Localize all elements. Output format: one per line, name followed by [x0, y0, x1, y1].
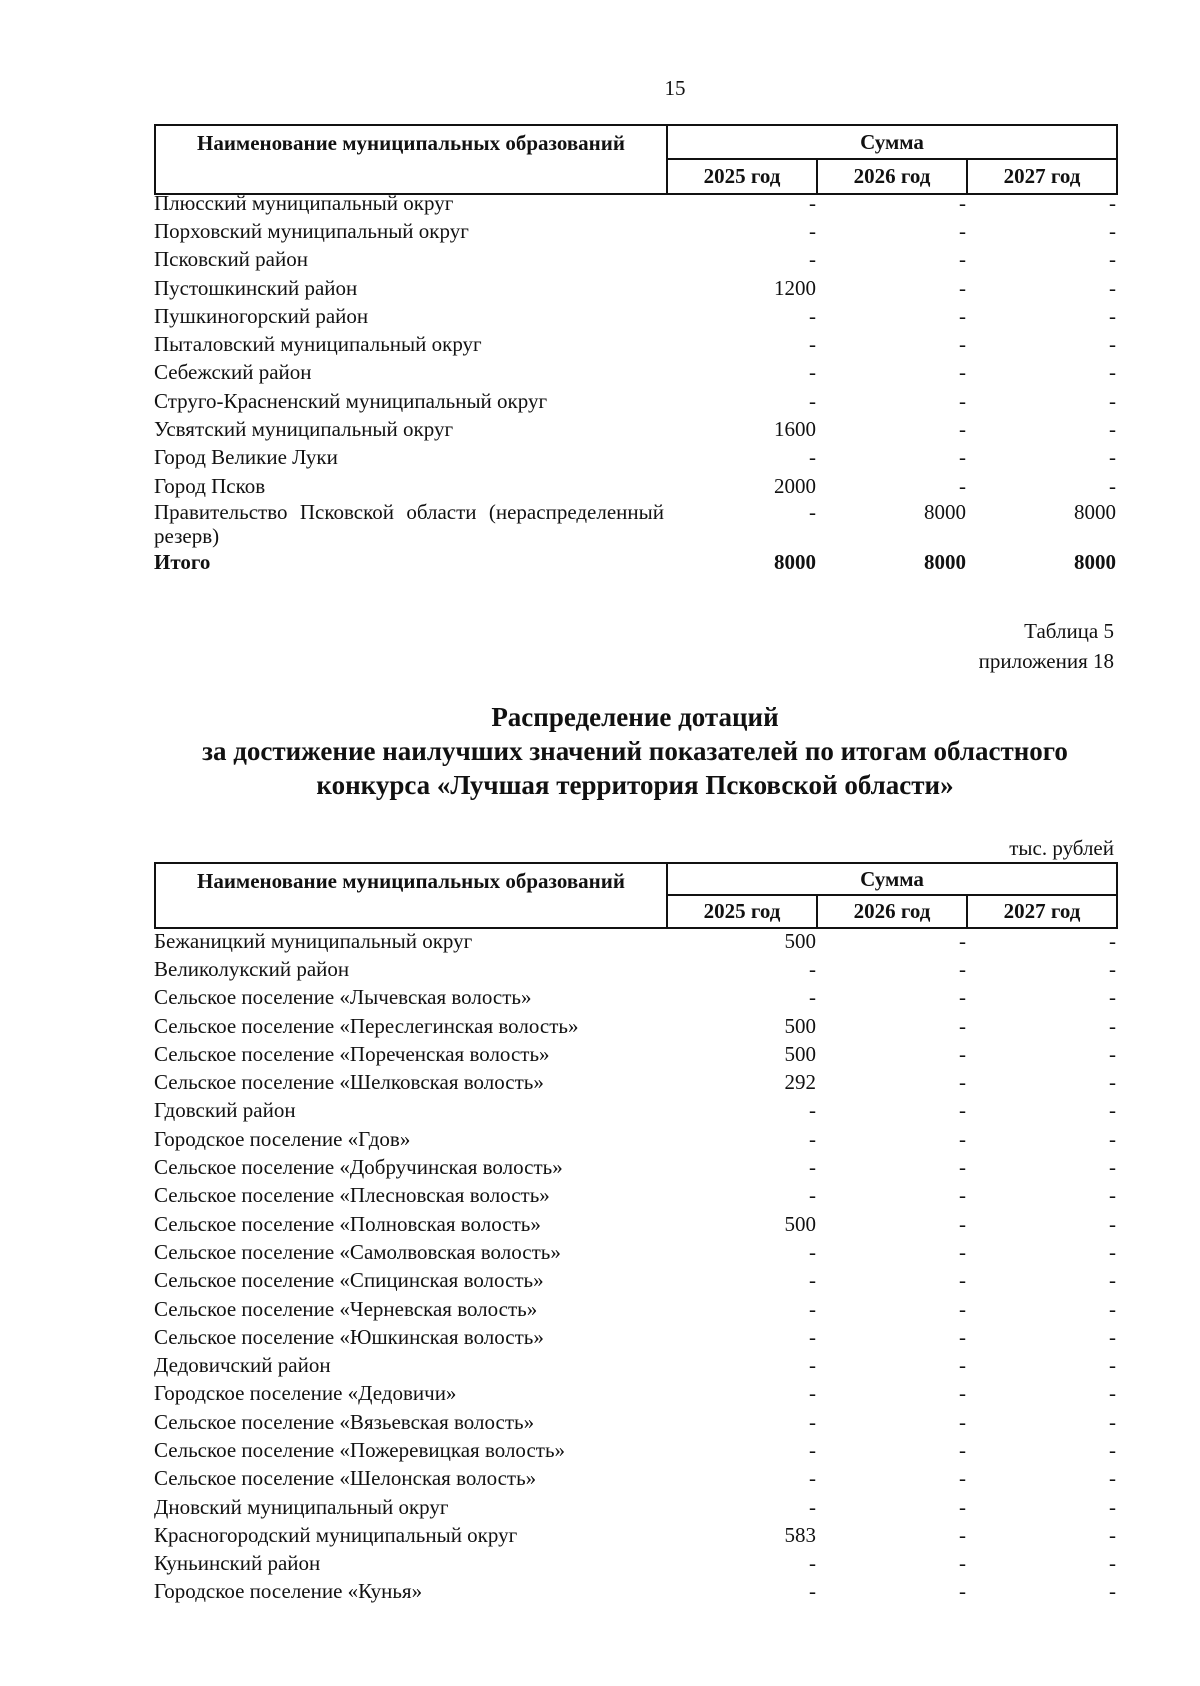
value-2027: -: [1109, 928, 1116, 953]
row-name: Пушкиногорский район: [154, 303, 369, 328]
value-2026: -: [959, 303, 966, 328]
value-2027: -: [1109, 1013, 1116, 1038]
table-row: [154, 415, 1116, 443]
title-line-1: Распределение дотаций: [491, 702, 779, 732]
table-row: [154, 330, 1116, 358]
value-2026: -: [959, 275, 966, 300]
value-2025: -: [809, 1183, 816, 1208]
row-name: Сельское поселение «Черневская волость»: [154, 1296, 538, 1321]
value-2026: -: [959, 1409, 966, 1434]
value-2027: -: [1109, 1155, 1116, 1180]
table1-header-name: Наименование муниципальных образований: [155, 125, 667, 194]
total-row: [154, 548, 1116, 576]
row-name: Сельское поселение «Спицинская волость»: [154, 1268, 544, 1293]
table2-header-year-2027: 2027 год: [967, 895, 1117, 928]
table-row: [154, 387, 1116, 415]
value-2027: -: [1109, 1211, 1116, 1236]
row-name: Дновский муниципальный округ: [154, 1494, 449, 1519]
value-2027: -: [1109, 1126, 1116, 1151]
value-2027: -: [1109, 473, 1116, 498]
row-name: Струго-Красненский муниципальный округ: [154, 388, 548, 413]
value-2025: -: [809, 1437, 816, 1462]
value-2027: -: [1109, 417, 1116, 442]
table-row: [154, 1323, 1116, 1351]
row-name: Плюсский муниципальный округ: [154, 190, 454, 215]
row-name: Правительство Псковской области (нераспределенный резерв): [154, 500, 664, 549]
value-2027: -: [1109, 332, 1116, 357]
table-row: [154, 984, 1116, 1012]
value-2025: -: [809, 956, 816, 981]
row-name: Красногородский муниципальный округ: [154, 1522, 518, 1547]
value-2027: -: [1109, 190, 1116, 215]
table-row: [154, 927, 1116, 955]
value-2027: -: [1109, 360, 1116, 385]
value-2026: -: [959, 360, 966, 385]
table-row: [154, 1210, 1116, 1238]
row-name: Куньинский район: [154, 1551, 321, 1576]
value-2026: -: [959, 1522, 966, 1547]
value-2025: -: [809, 1494, 816, 1519]
table-row: [154, 217, 1116, 245]
row-name: Итого: [154, 549, 211, 574]
value-2025: 500: [784, 1013, 816, 1038]
value-2027: -: [1109, 1296, 1116, 1321]
table-row: [154, 1125, 1116, 1153]
table-row: [154, 955, 1116, 983]
row-name: Сельское поселение «Полновская волость»: [154, 1211, 541, 1236]
reserve-row: [154, 500, 1116, 548]
value-2025: -: [809, 360, 816, 385]
value-2025: -: [809, 1098, 816, 1123]
value-2027: -: [1109, 275, 1116, 300]
value-2027: 8000: [1074, 500, 1116, 525]
value-2025: 292: [784, 1070, 816, 1095]
row-name: Сельское поселение «Шелонская волость»: [154, 1466, 537, 1491]
table-row: [154, 1238, 1116, 1266]
value-2025: 500: [784, 1041, 816, 1066]
row-name: Городское поселение «Кунья»: [154, 1579, 423, 1604]
row-name: Сельское поселение «Пореченская волость»: [154, 1041, 550, 1066]
value-2026: -: [959, 1551, 966, 1576]
table-row: [154, 302, 1116, 330]
row-name: Городское поселение «Дедовичи»: [154, 1381, 457, 1406]
value-2025: -: [809, 1381, 816, 1406]
value-2025: 1200: [774, 275, 816, 300]
value-2026: -: [959, 445, 966, 470]
table-caption: [979, 616, 1114, 676]
row-name: Бежаницкий муниципальный округ: [154, 928, 473, 953]
value-2026: -: [959, 417, 966, 442]
row-name: Городское поселение «Гдов»: [154, 1126, 411, 1151]
value-2025: -: [809, 1268, 816, 1293]
table-row: [154, 246, 1116, 274]
value-2027: -: [1109, 445, 1116, 470]
value-2027: -: [1109, 247, 1116, 272]
value-2026: -: [959, 332, 966, 357]
row-name: Усвятский муниципальный округ: [154, 417, 454, 442]
row-name: Псковский район: [154, 247, 308, 272]
value-2026: -: [959, 1098, 966, 1123]
table-row: [154, 1068, 1116, 1096]
value-2025: -: [809, 500, 816, 525]
value-2027: -: [1109, 1268, 1116, 1293]
row-name: Сельское поселение «Лычевская волость»: [154, 985, 532, 1010]
value-2025: -: [809, 1353, 816, 1378]
value-2027: -: [1109, 1381, 1116, 1406]
table1-header: [154, 124, 1118, 195]
value-2026: -: [959, 1324, 966, 1349]
caption-table-number: Таблица 5: [1024, 619, 1114, 643]
table-row: [154, 274, 1116, 302]
value-2027: -: [1109, 985, 1116, 1010]
value-2025: -: [809, 190, 816, 215]
row-name: Сельское поселение «Юшкинская волость»: [154, 1324, 544, 1349]
row-name: Сельское поселение «Добручинская волость»: [154, 1155, 563, 1180]
value-2027: -: [1109, 1494, 1116, 1519]
value-2027: -: [1109, 1466, 1116, 1491]
table1-header-year-2027: 2027 год: [967, 159, 1117, 194]
value-2027: -: [1109, 1183, 1116, 1208]
value-2027: -: [1109, 1070, 1116, 1095]
row-name: Сельское поселение «Переслегинская волость»: [154, 1013, 579, 1038]
title-line-2: за достижение наилучших значений показателей по итогам областного: [202, 736, 1068, 766]
value-2027: -: [1109, 1437, 1116, 1462]
table2-header-year-2025: 2025 год: [667, 895, 817, 928]
value-2026: -: [959, 1466, 966, 1491]
table-row: [154, 1295, 1116, 1323]
row-name: Порховский муниципальный округ: [154, 218, 469, 243]
value-2025: -: [809, 303, 816, 328]
row-name: Пустошкинский район: [154, 275, 358, 300]
value-2025: -: [809, 1296, 816, 1321]
table1-body: [154, 189, 1116, 577]
table-row: [154, 189, 1116, 217]
value-2026: -: [959, 388, 966, 413]
table-row: [154, 1521, 1116, 1549]
table-row: [154, 1097, 1116, 1125]
caption-appendix: приложения 18: [978, 649, 1114, 673]
value-2027: 8000: [1074, 549, 1116, 574]
table2-header: [154, 862, 1118, 929]
value-2026: 8000: [924, 549, 966, 574]
value-2026: -: [959, 1268, 966, 1293]
value-2026: -: [959, 1041, 966, 1066]
value-2027: -: [1109, 1579, 1116, 1604]
value-2026: -: [959, 928, 966, 953]
table-row: [154, 1351, 1116, 1379]
value-2027: -: [1109, 218, 1116, 243]
value-2025: 500: [784, 1211, 816, 1236]
value-2026: -: [959, 218, 966, 243]
value-2026: -: [959, 1437, 966, 1462]
value-2025: 583: [784, 1522, 816, 1547]
value-2025: -: [809, 1126, 816, 1151]
table2-header-name: Наименование муниципальных образований: [155, 863, 667, 928]
value-2026: -: [959, 1381, 966, 1406]
value-2025: -: [809, 388, 816, 413]
value-2026: -: [959, 1126, 966, 1151]
value-2025: -: [809, 445, 816, 470]
table-row: [154, 1040, 1116, 1068]
value-2027: -: [1109, 1409, 1116, 1434]
table-row: [154, 444, 1116, 472]
value-2025: -: [809, 1409, 816, 1434]
table-row: [154, 1465, 1116, 1493]
value-2025: -: [809, 218, 816, 243]
table-row: [154, 472, 1116, 500]
value-2026: -: [959, 1155, 966, 1180]
section-title: [154, 700, 1116, 802]
value-2025: -: [809, 1239, 816, 1264]
table-row: [154, 1408, 1116, 1436]
table2-header-year-2026: 2026 год: [817, 895, 967, 928]
value-2025: 2000: [774, 473, 816, 498]
value-2027: -: [1109, 1353, 1116, 1378]
table2-body: [154, 927, 1116, 1606]
value-2026: 8000: [924, 500, 966, 525]
value-2027: -: [1109, 303, 1116, 328]
value-2025: -: [809, 247, 816, 272]
value-2025: -: [809, 1466, 816, 1491]
value-2026: -: [959, 1494, 966, 1519]
value-2025: 1600: [774, 417, 816, 442]
value-2027: -: [1109, 1239, 1116, 1264]
row-name: Гдовский район: [154, 1098, 296, 1123]
value-2026: -: [959, 1013, 966, 1038]
value-2026: -: [959, 1183, 966, 1208]
value-2027: -: [1109, 1522, 1116, 1547]
table1-header-year-2025: 2025 год: [667, 159, 817, 194]
value-2025: -: [809, 985, 816, 1010]
row-name: Город Псков: [154, 473, 266, 498]
table-row: [154, 1153, 1116, 1181]
page-number: 15: [664, 76, 686, 100]
row-name: Себежский район: [154, 360, 312, 385]
title-line-3: конкурса «Лучшая территория Псковской области»: [316, 770, 954, 800]
value-2025: -: [809, 1551, 816, 1576]
row-name: Пыталовский муниципальный округ: [154, 332, 482, 357]
value-2026: -: [959, 1353, 966, 1378]
table-row: [154, 1012, 1116, 1040]
table-row: [154, 1493, 1116, 1521]
value-2026: -: [959, 1296, 966, 1321]
row-name: Город Великие Луки: [154, 445, 338, 470]
table1-header-sum: Сумма: [667, 125, 1117, 159]
value-2025: -: [809, 1155, 816, 1180]
value-2027: -: [1109, 1041, 1116, 1066]
value-2026: -: [959, 1239, 966, 1264]
value-2026: -: [959, 190, 966, 215]
table-row: [154, 1182, 1116, 1210]
value-2027: -: [1109, 1098, 1116, 1123]
table-row: [154, 1436, 1116, 1464]
value-2027: -: [1109, 1551, 1116, 1576]
row-name: Сельское поселение «Самолвовская волость»: [154, 1239, 561, 1264]
table-row: [154, 1578, 1116, 1606]
table-row: [154, 1267, 1116, 1295]
value-2027: -: [1109, 388, 1116, 413]
value-2026: -: [959, 1579, 966, 1604]
value-2025: 8000: [774, 549, 816, 574]
units-label: тыс. рублей: [1009, 836, 1114, 860]
row-name: Дедовичский район: [154, 1353, 331, 1378]
row-name: Сельское поселение «Плесновская волость»: [154, 1183, 550, 1208]
table-row: [154, 1380, 1116, 1408]
value-2026: -: [959, 985, 966, 1010]
value-2026: -: [959, 473, 966, 498]
row-name: Сельское поселение «Пожеревицкая волость»: [154, 1437, 566, 1462]
table-row: [154, 359, 1116, 387]
value-2025: -: [809, 1324, 816, 1349]
value-2025: -: [809, 332, 816, 357]
value-2026: -: [959, 1211, 966, 1236]
value-2025: -: [809, 1579, 816, 1604]
row-name: Великолукский район: [154, 956, 350, 981]
value-2026: -: [959, 956, 966, 981]
value-2027: -: [1109, 1324, 1116, 1349]
value-2026: -: [959, 247, 966, 272]
row-name: Сельское поселение «Шелковская волость»: [154, 1070, 544, 1095]
table2-header-sum: Сумма: [667, 863, 1117, 895]
row-name: Сельское поселение «Вязьевская волость»: [154, 1409, 535, 1434]
table1-header-year-2026: 2026 год: [817, 159, 967, 194]
value-2027: -: [1109, 956, 1116, 981]
value-2025: 500: [784, 928, 816, 953]
table-row: [154, 1550, 1116, 1578]
value-2026: -: [959, 1070, 966, 1095]
